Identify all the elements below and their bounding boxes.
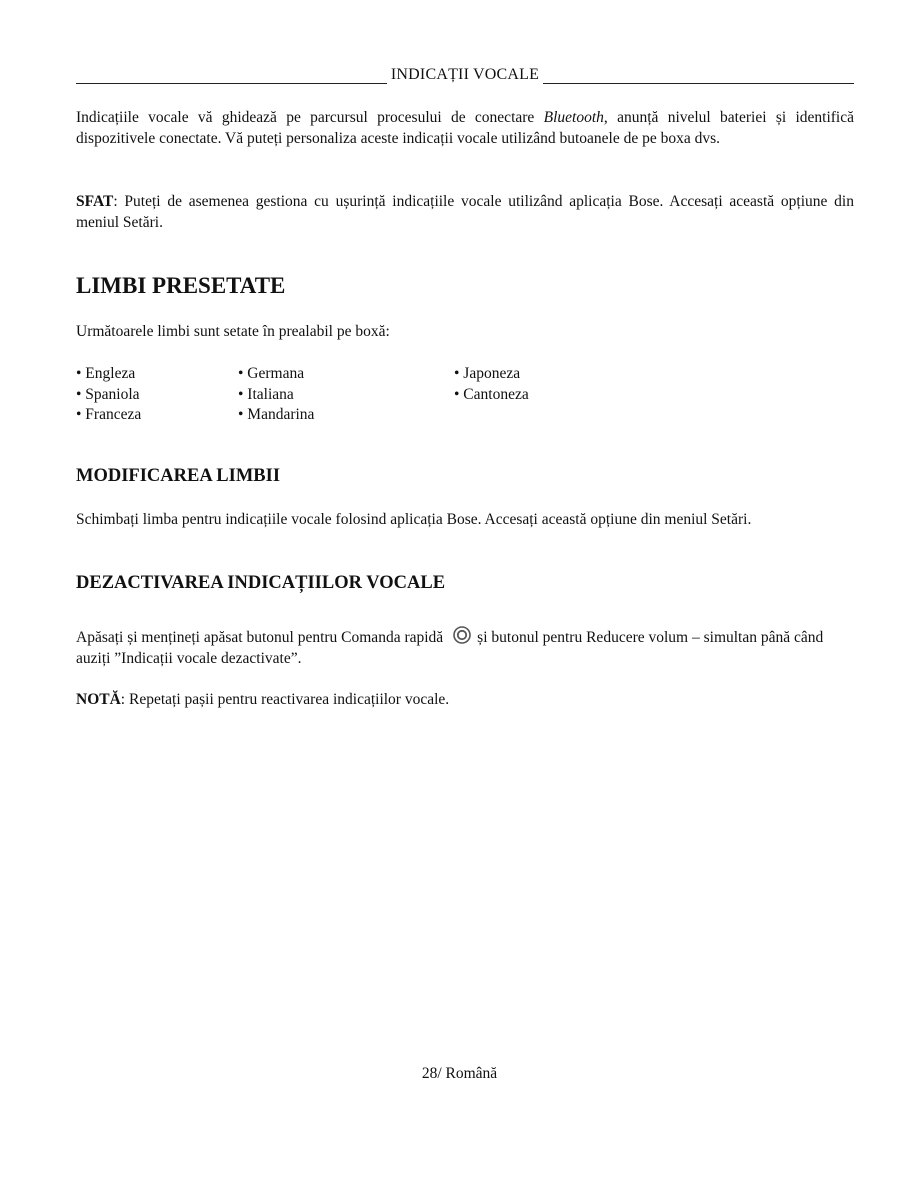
tip-paragraph (76, 192, 854, 233)
tip-label: SFAT (76, 193, 114, 210)
disable-prompts-heading: DEZACTIVAREA INDICAȚIILOR VOCALE (76, 573, 446, 593)
disable-prompts-text (76, 626, 854, 669)
language-item: • Franceza (76, 406, 142, 423)
language-column-2 (238, 364, 314, 426)
note-paragraph (76, 690, 854, 711)
page-header (76, 66, 854, 84)
language-column-1 (76, 364, 141, 426)
header-rule-right (543, 68, 854, 84)
language-item: • Germana (238, 365, 305, 382)
intro-text-after: , anunță nivelul bateriei și identifică dispozitivele conectate. Vă puteți personaliza aceste indicații vocale utilizând butoanele de pe boxa dvs. (76, 109, 854, 147)
language-item: • Cantoneza (454, 385, 529, 403)
language-item: • Engleza (76, 365, 136, 382)
disable-text-before: Apăsați și mențineți apăsat butonul pentru Comanda rapidă (76, 629, 444, 646)
language-item: • Spaniola (76, 385, 140, 403)
change-language-heading: MODIFICAREA LIMBII (76, 466, 281, 486)
intro-paragraph (76, 108, 854, 149)
language-item: • Italiana (238, 385, 294, 403)
header-title: INDICAȚII VOCALE (390, 66, 540, 83)
preset-heading: LIMBI PRESETATE (76, 273, 286, 298)
note-label: NOTĂ (76, 691, 121, 708)
language-column-3 (454, 364, 529, 405)
header-rule-left (76, 68, 387, 84)
shortcut-button-icon (453, 626, 471, 644)
page-footer: 28/ Română (421, 1065, 498, 1082)
intro-italic-word: Bluetooth (543, 109, 604, 126)
language-item: • Japoneza (454, 365, 521, 382)
preset-intro: Următoarele limbi sunt setate în prealabil pe boxă: (76, 323, 390, 340)
tip-text: : Puteți de asemenea gestiona cu ușurință indicațiile vocale utilizând aplicația Bose. Accesați această opțiune din meniul Setări. (76, 193, 854, 231)
change-language-text: Schimbați limba pentru indicațiile vocale folosind aplicația Bose. Accesați această opțiune din meniul Setări. (76, 511, 752, 528)
language-item: • Mandarina (238, 406, 315, 423)
note-text: : Repetați pașii pentru reactivarea indicațiilor vocale. (120, 691, 450, 708)
intro-text-before: Indicațiile vocale vă ghidează pe parcursul procesului de conectare (76, 109, 544, 126)
disable-text-after: și butonul pentru Reducere volum – simultan până când auziți ”Indicații vocale dezactivate”. (76, 629, 824, 667)
